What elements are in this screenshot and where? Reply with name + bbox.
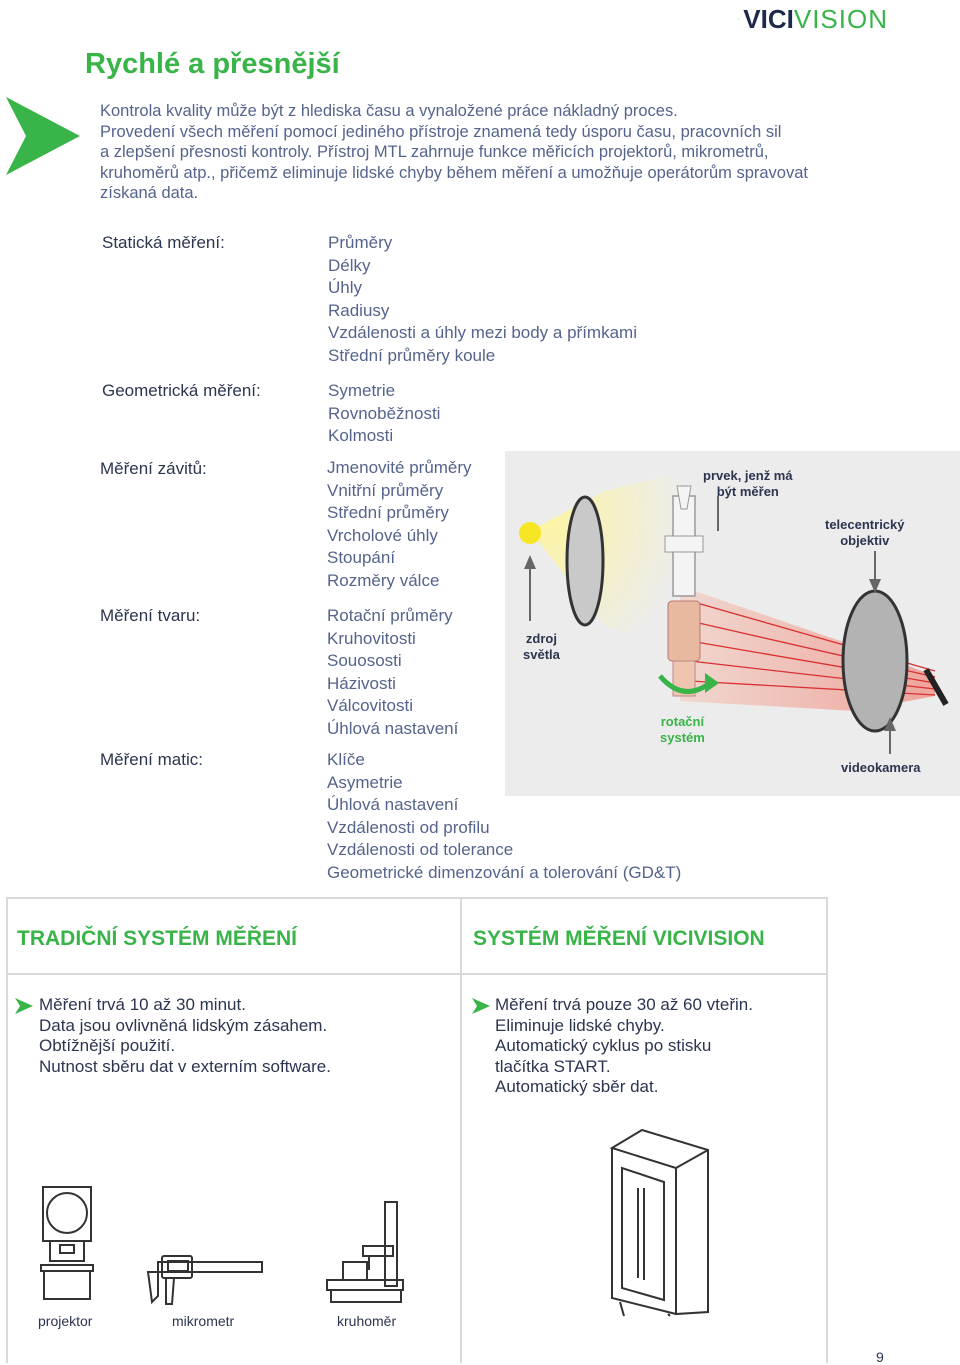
list-item: Rozměry válce <box>327 570 472 593</box>
list-item: Vzdálenosti od profilu <box>327 817 681 840</box>
label-rotation-system: rotační systém <box>660 714 705 746</box>
label-geometric: Geometrická měření: <box>102 381 261 401</box>
heading-traditional: TRADIČNÍ SYSTÉM MĚŘENÍ <box>17 927 297 951</box>
caption-roundness-tester: kruhoměr <box>337 1313 396 1329</box>
list-item: Vnitřní průměry <box>327 480 472 503</box>
list-item: Nutnost sběru dat v externím software. <box>39 1057 331 1078</box>
intro-line: Provedení všech měření pomocí jediného přístroje znamená tedy úsporu času, pracovních sil <box>100 122 900 143</box>
page-number: 9 <box>876 1349 884 1365</box>
list-item: Délky <box>328 255 637 278</box>
list-nuts <box>327 749 681 884</box>
logo-wordmark: VICIVISION <box>743 6 888 32</box>
list-item: Rotační průměry <box>327 605 458 628</box>
vicivision-logo <box>738 6 888 32</box>
list-item: Průměry <box>328 232 637 255</box>
list-item: Vzdálenosti od tolerance <box>327 839 681 862</box>
traditional-points <box>39 995 331 1077</box>
list-item: Střední průměry <box>327 502 472 525</box>
list-item: tlačítka START. <box>495 1057 753 1078</box>
heading-vicivision: SYSTÉM MĚŘENÍ VICIVISION <box>473 927 765 951</box>
light-bulb-icon <box>519 522 541 544</box>
optical-scheme-illustration <box>505 451 960 796</box>
list-item: Úhly <box>328 277 637 300</box>
label-measured-element: prvek, jenž má být měřen <box>703 468 793 500</box>
list-item: Eliminuje lidské chyby. <box>495 1016 753 1037</box>
list-item: Měření trvá pouze 30 až 60 vteřin. <box>495 995 753 1016</box>
list-threads <box>327 457 472 592</box>
list-item: Válcovitosti <box>327 695 458 718</box>
intro-line: kruhoměrů atp., přičemž eliminuje lidské chyby během měření a umožňuje operátorům spravovat <box>100 163 900 184</box>
list-item: Automatický cyklus po stisku <box>495 1036 753 1057</box>
label-nuts: Měření matic: <box>100 750 203 770</box>
list-item: Házivosti <box>327 673 458 696</box>
measured-part-icon <box>668 601 700 661</box>
label-video-camera: videokamera <box>841 760 921 776</box>
list-item: Jmenovité průměry <box>327 457 472 480</box>
list-item: Symetrie <box>328 380 440 403</box>
list-static <box>328 232 637 367</box>
list-item: Data jsou ovlivněná lidským zásahem. <box>39 1016 331 1037</box>
list-item: Kolmosti <box>328 425 440 448</box>
list-item: Vrcholové úhly <box>327 525 472 548</box>
list-item: Obtížnější použití. <box>39 1036 331 1057</box>
vicivision-points <box>495 995 753 1098</box>
intro-line: a zlepšení přesnosti kontroly. Přístroj MTL zahrnuje funkce měřicích projektorů, mikrometrů, <box>100 142 900 163</box>
list-item: Měření trvá 10 až 30 minut. <box>39 995 331 1016</box>
list-shape <box>327 605 458 740</box>
list-item: Geometrické dimenzování a tolerování (GD&T) <box>327 862 681 885</box>
list-item: Souososti <box>327 650 458 673</box>
list-item: Radiusy <box>328 300 637 323</box>
logo-mark-icon <box>738 6 739 32</box>
micrometer-icon <box>144 1252 264 1308</box>
list-item: Střední průměry koule <box>328 345 637 368</box>
label-shape: Měření tvaru: <box>100 606 200 626</box>
measurement-diagram <box>505 451 960 796</box>
intro-line: Kontrola kvality může být z hlediska času a vynaložené práce nákladný proces. <box>100 101 900 122</box>
list-item: Úhlová nastavení <box>327 794 681 817</box>
list-item: Vzdálenosti a úhly mezi body a přímkami <box>328 322 637 345</box>
intro-line: získaná data. <box>100 183 900 204</box>
page-title: Rychlé a přesnější <box>85 48 340 81</box>
list-item: Stoupání <box>327 547 472 570</box>
vicivision-machine-icon <box>608 1128 712 1318</box>
list-item: Kruhovitosti <box>327 628 458 651</box>
intro-paragraph <box>100 101 900 204</box>
list-item: Úhlová nastavení <box>327 718 458 741</box>
label-light-source: zdroj světla <box>523 631 560 663</box>
green-chevron-icon <box>6 97 80 175</box>
caption-projector: projektor <box>38 1313 92 1329</box>
projector-icon <box>38 1185 96 1305</box>
roundness-tester-icon <box>323 1200 407 1306</box>
green-arrow-icon <box>15 998 33 1014</box>
label-static: Statická měření: <box>102 233 225 253</box>
telecentric-lens-icon <box>843 591 907 731</box>
caption-micrometer: mikrometr <box>172 1313 234 1329</box>
list-item: Asymetrie <box>327 772 681 795</box>
label-telecentric-lens: telecentrický objektiv <box>825 517 905 549</box>
list-geometric <box>328 380 440 448</box>
green-arrow-icon <box>472 998 490 1014</box>
list-item: Automatický sběr dat. <box>495 1077 753 1098</box>
condenser-lens-icon <box>567 497 603 625</box>
list-item: Rovnoběžnosti <box>328 403 440 426</box>
list-item: Klíče <box>327 749 681 772</box>
label-threads: Měření závitů: <box>100 459 207 479</box>
